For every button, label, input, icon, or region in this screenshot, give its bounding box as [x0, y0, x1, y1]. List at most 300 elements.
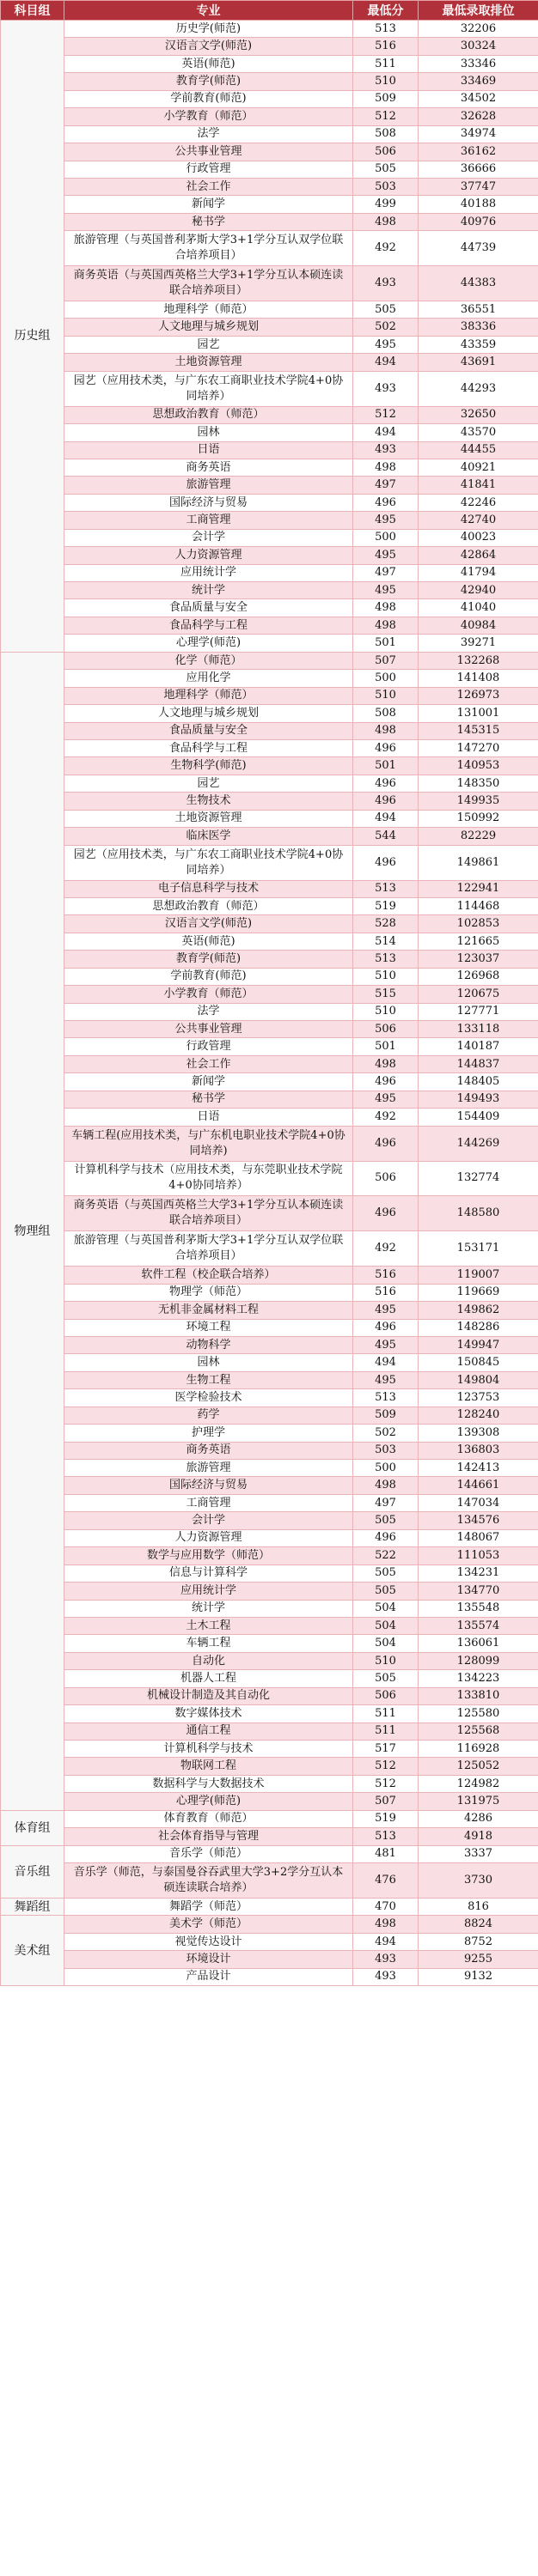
- min-rank-cell: 150845: [419, 1354, 538, 1371]
- min-score-cell: 499: [353, 196, 419, 213]
- major-cell: 公共事业管理: [64, 1021, 353, 1038]
- min-score-cell: 519: [353, 897, 419, 914]
- table-row: [1, 1003, 538, 1020]
- min-score-cell: 506: [353, 143, 419, 161]
- table-row: [1, 968, 538, 985]
- table-row: [1, 547, 538, 564]
- min-rank-cell: 42864: [419, 547, 538, 564]
- major-cell: 计算机科学与技术: [64, 1741, 353, 1758]
- table-row: [1, 951, 538, 968]
- min-rank-cell: 43359: [419, 336, 538, 353]
- table-row: [1, 1951, 538, 1968]
- min-score-cell: 508: [353, 125, 419, 143]
- table-row: [1, 828, 538, 845]
- min-rank-cell: 44293: [419, 371, 538, 406]
- subject-group-cell: 音乐组: [1, 1845, 64, 1898]
- table-row: [1, 1477, 538, 1494]
- min-score-cell: 498: [353, 617, 419, 634]
- min-rank-cell: 36551: [419, 301, 538, 319]
- major-cell: 音乐学（师范）: [64, 1845, 353, 1862]
- min-score-cell: 481: [353, 1845, 419, 1862]
- min-score-cell: 503: [353, 1442, 419, 1459]
- major-cell: 自动化: [64, 1652, 353, 1669]
- table-row: [1, 1126, 538, 1161]
- min-rank-cell: 139308: [419, 1425, 538, 1442]
- table-row: [1, 687, 538, 704]
- min-score-cell: 510: [353, 968, 419, 985]
- major-cell: 商务英语: [64, 459, 353, 476]
- table-row: [1, 1055, 538, 1072]
- major-cell: 人文地理与城乡规划: [64, 319, 353, 336]
- min-score-cell: 494: [353, 354, 419, 371]
- table-row: [1, 1863, 538, 1899]
- min-rank-cell: 3730: [419, 1863, 538, 1899]
- major-cell: 车辆工程(应用技术类，与广东机电职业技术学院4+0协同培养): [64, 1126, 353, 1161]
- major-cell: 机器人工程: [64, 1670, 353, 1687]
- min-score-cell: 503: [353, 178, 419, 195]
- min-score-cell: 512: [353, 1775, 419, 1792]
- major-cell: 国际经济与贸易: [64, 1477, 353, 1494]
- table-row: [1, 90, 538, 107]
- major-cell: 新闻学: [64, 1073, 353, 1091]
- min-rank-cell: 148580: [419, 1196, 538, 1231]
- min-rank-cell: 120675: [419, 986, 538, 1003]
- table-row: [1, 1828, 538, 1845]
- min-rank-cell: 141408: [419, 670, 538, 687]
- min-rank-cell: 121665: [419, 933, 538, 950]
- min-rank-cell: 125568: [419, 1722, 538, 1740]
- major-cell: 土地资源管理: [64, 810, 353, 827]
- table-row: [1, 1793, 538, 1810]
- min-rank-cell: 32628: [419, 108, 538, 125]
- min-score-cell: 500: [353, 529, 419, 546]
- min-rank-cell: 9132: [419, 1968, 538, 1985]
- table-row: [1, 319, 538, 336]
- header-min-score: 最低分: [353, 1, 419, 21]
- min-rank-cell: 102853: [419, 915, 538, 933]
- min-score-cell: 513: [353, 21, 419, 38]
- table-row: [1, 1371, 538, 1388]
- min-rank-cell: 40976: [419, 213, 538, 230]
- major-cell: 土木工程: [64, 1617, 353, 1634]
- min-score-cell: 495: [353, 1371, 419, 1388]
- min-rank-cell: 128099: [419, 1652, 538, 1669]
- major-cell: 电子信息科学与技术: [64, 880, 353, 897]
- table-row: [1, 722, 538, 739]
- min-rank-cell: 132268: [419, 652, 538, 669]
- min-score-cell: 502: [353, 1425, 419, 1442]
- min-score-cell: 504: [353, 1600, 419, 1617]
- table-row: [1, 178, 538, 195]
- table-row: [1, 336, 538, 353]
- table-row: [1, 599, 538, 617]
- table-row: [1, 1722, 538, 1740]
- subject-group-cell: 美术组: [1, 1916, 64, 1986]
- major-cell: 生物科学(师范): [64, 757, 353, 775]
- major-cell: 食品科学与工程: [64, 739, 353, 756]
- major-cell: 商务英语（与英国西英格兰大学3+1学分互认本硕连读联合培养项目）: [64, 266, 353, 301]
- table-row: [1, 529, 538, 546]
- table-row: [1, 231, 538, 266]
- major-cell: 园艺（应用技术类，与广东农工商职业技术学院4+0协同培养）: [64, 371, 353, 406]
- min-score-cell: 495: [353, 582, 419, 599]
- min-score-cell: 493: [353, 266, 419, 301]
- min-score-cell: 494: [353, 810, 419, 827]
- min-score-cell: 493: [353, 441, 419, 459]
- major-cell: 日语: [64, 1109, 353, 1126]
- major-cell: 社会工作: [64, 178, 353, 195]
- subject-group-cell: 物理组: [1, 652, 64, 1810]
- min-score-cell: 496: [353, 845, 419, 880]
- min-rank-cell: 148286: [419, 1319, 538, 1336]
- min-score-cell: 515: [353, 986, 419, 1003]
- min-score-cell: 476: [353, 1863, 419, 1899]
- major-cell: 小学教育（师范）: [64, 986, 353, 1003]
- min-score-cell: 511: [353, 1722, 419, 1740]
- min-rank-cell: 32650: [419, 406, 538, 423]
- min-score-cell: 507: [353, 1793, 419, 1810]
- min-rank-cell: 144837: [419, 1055, 538, 1072]
- major-cell: 会计学: [64, 529, 353, 546]
- table-row: [1, 1529, 538, 1546]
- table-row: [1, 1267, 538, 1284]
- table-row: [1, 1635, 538, 1652]
- min-score-cell: 495: [353, 512, 419, 529]
- major-cell: 土地资源管理: [64, 354, 353, 371]
- min-rank-cell: 131001: [419, 705, 538, 722]
- table-row: [1, 1073, 538, 1091]
- min-rank-cell: 135548: [419, 1600, 538, 1617]
- table-row: [1, 617, 538, 634]
- min-score-cell: 498: [353, 1477, 419, 1494]
- min-score-cell: 509: [353, 90, 419, 107]
- min-rank-cell: 133810: [419, 1687, 538, 1704]
- table-row: [1, 477, 538, 494]
- min-score-cell: 496: [353, 494, 419, 511]
- min-rank-cell: 140187: [419, 1038, 538, 1055]
- min-rank-cell: 40188: [419, 196, 538, 213]
- major-cell: 无机非金属材料工程: [64, 1302, 353, 1319]
- min-rank-cell: 33469: [419, 73, 538, 90]
- min-rank-cell: 133118: [419, 1021, 538, 1038]
- min-score-cell: 513: [353, 951, 419, 968]
- table-row: [1, 670, 538, 687]
- major-cell: 音乐学（师范，与泰国曼谷吞武里大学3+2学分互认本硕连读联合培养）: [64, 1863, 353, 1899]
- min-rank-cell: 154409: [419, 1109, 538, 1126]
- min-score-cell: 496: [353, 1073, 419, 1091]
- min-rank-cell: 149862: [419, 1302, 538, 1319]
- table-row: [1, 1161, 538, 1196]
- min-score-cell: 544: [353, 828, 419, 845]
- min-rank-cell: 128240: [419, 1406, 538, 1424]
- min-rank-cell: 123753: [419, 1389, 538, 1406]
- min-score-cell: 501: [353, 635, 419, 652]
- table-row: [1, 1775, 538, 1792]
- major-cell: 秘书学: [64, 213, 353, 230]
- major-cell: 计算机科学与技术（应用技术类，与东莞职业技术学院4+0协同培养）: [64, 1161, 353, 1196]
- table-row: [1, 354, 538, 371]
- min-score-cell: 493: [353, 371, 419, 406]
- major-cell: 应用化学: [64, 670, 353, 687]
- min-score-cell: 498: [353, 1055, 419, 1072]
- table-row: [1, 582, 538, 599]
- table-row: [1, 897, 538, 914]
- major-cell: 应用统计学: [64, 564, 353, 581]
- table-row: [1, 459, 538, 476]
- min-rank-cell: 149947: [419, 1336, 538, 1353]
- table-row: [1, 1547, 538, 1564]
- min-rank-cell: 142413: [419, 1460, 538, 1477]
- table-row: [1, 266, 538, 301]
- min-rank-cell: 41841: [419, 477, 538, 494]
- major-cell: 汉语言文学(师范): [64, 915, 353, 933]
- min-score-cell: 510: [353, 1652, 419, 1669]
- major-cell: 信息与计算科学: [64, 1564, 353, 1582]
- min-score-cell: 492: [353, 231, 419, 266]
- table-row: [1, 73, 538, 90]
- min-rank-cell: 36666: [419, 161, 538, 178]
- min-rank-cell: 134770: [419, 1583, 538, 1600]
- min-score-cell: 500: [353, 670, 419, 687]
- min-score-cell: 495: [353, 1336, 419, 1353]
- min-score-cell: 513: [353, 1828, 419, 1845]
- min-score-cell: 517: [353, 1741, 419, 1758]
- table-row: [1, 1898, 538, 1915]
- major-cell: 园林: [64, 1354, 353, 1371]
- table-row: [1, 1758, 538, 1775]
- major-cell: 行政管理: [64, 1038, 353, 1055]
- table-row: [1, 1336, 538, 1353]
- table-row: [1, 1389, 538, 1406]
- table-row: [1, 1810, 538, 1827]
- major-cell: 通信工程: [64, 1722, 353, 1740]
- min-score-cell: 505: [353, 1670, 419, 1687]
- major-cell: 园艺（应用技术类，与广东农工商职业技术学院4+0协同培养）: [64, 845, 353, 880]
- min-score-cell: 493: [353, 1968, 419, 1985]
- min-score-cell: 511: [353, 55, 419, 72]
- min-rank-cell: 150992: [419, 810, 538, 827]
- min-rank-cell: 144661: [419, 1477, 538, 1494]
- min-score-cell: 497: [353, 564, 419, 581]
- min-score-cell: 512: [353, 108, 419, 125]
- table-row: [1, 1933, 538, 1950]
- table-row: [1, 1687, 538, 1704]
- min-rank-cell: 135574: [419, 1617, 538, 1634]
- major-cell: 教育学(师范): [64, 951, 353, 968]
- major-cell: 地理科学（师范）: [64, 687, 353, 704]
- header-min-rank: 最低录取排位: [419, 1, 538, 21]
- min-rank-cell: 119007: [419, 1267, 538, 1284]
- min-score-cell: 511: [353, 1705, 419, 1722]
- table-row: [1, 55, 538, 72]
- major-cell: 秘书学: [64, 1091, 353, 1108]
- table-row: [1, 512, 538, 529]
- min-score-cell: 508: [353, 705, 419, 722]
- major-cell: 数据科学与大数据技术: [64, 1775, 353, 1792]
- min-rank-cell: 44739: [419, 231, 538, 266]
- header-group: 科目组: [1, 1, 64, 21]
- min-rank-cell: 40023: [419, 529, 538, 546]
- min-rank-cell: 126973: [419, 687, 538, 704]
- subject-group-cell: 舞蹈组: [1, 1898, 64, 1915]
- table-row: [1, 143, 538, 161]
- major-cell: 商务英语: [64, 1442, 353, 1459]
- min-rank-cell: 34502: [419, 90, 538, 107]
- major-cell: 食品科学与工程: [64, 617, 353, 634]
- table-row: [1, 406, 538, 423]
- min-rank-cell: 148067: [419, 1529, 538, 1546]
- table-row: [1, 933, 538, 950]
- major-cell: 应用统计学: [64, 1583, 353, 1600]
- table-row: [1, 125, 538, 143]
- min-rank-cell: 134231: [419, 1564, 538, 1582]
- major-cell: 社会工作: [64, 1055, 353, 1072]
- min-score-cell: 496: [353, 739, 419, 756]
- table-row: [1, 845, 538, 880]
- table-row: [1, 424, 538, 441]
- major-cell: 机械设计制造及其自动化: [64, 1687, 353, 1704]
- min-rank-cell: 149935: [419, 793, 538, 810]
- major-cell: 车辆工程: [64, 1635, 353, 1652]
- min-rank-cell: 39271: [419, 635, 538, 652]
- table-row: [1, 1916, 538, 1933]
- table-row: [1, 1284, 538, 1301]
- min-score-cell: 495: [353, 547, 419, 564]
- min-score-cell: 495: [353, 1302, 419, 1319]
- major-cell: 旅游管理: [64, 1460, 353, 1477]
- min-score-cell: 498: [353, 722, 419, 739]
- major-cell: 教育学(师范): [64, 73, 353, 90]
- major-cell: 食品质量与安全: [64, 599, 353, 617]
- table-row: [1, 21, 538, 38]
- min-score-cell: 528: [353, 915, 419, 933]
- table-row: [1, 1038, 538, 1055]
- major-cell: 学前教育(师范): [64, 90, 353, 107]
- min-rank-cell: 33346: [419, 55, 538, 72]
- min-score-cell: 505: [353, 1583, 419, 1600]
- major-cell: 工商管理: [64, 1494, 353, 1511]
- table-row: [1, 494, 538, 511]
- min-rank-cell: 4918: [419, 1828, 538, 1845]
- table-row: [1, 1021, 538, 1038]
- major-cell: 人文地理与城乡规划: [64, 705, 353, 722]
- table-row: [1, 739, 538, 756]
- table-row: [1, 371, 538, 406]
- min-rank-cell: 132774: [419, 1161, 538, 1196]
- major-cell: 物联网工程: [64, 1758, 353, 1775]
- major-cell: 日语: [64, 441, 353, 459]
- min-score-cell: 496: [353, 1196, 419, 1231]
- min-score-cell: 492: [353, 1231, 419, 1267]
- table-row: [1, 705, 538, 722]
- min-rank-cell: 114468: [419, 897, 538, 914]
- min-rank-cell: 40921: [419, 459, 538, 476]
- major-cell: 环境工程: [64, 1319, 353, 1336]
- min-score-cell: 498: [353, 599, 419, 617]
- min-rank-cell: 38336: [419, 319, 538, 336]
- min-rank-cell: 125580: [419, 1705, 538, 1722]
- table-row: [1, 1231, 538, 1267]
- table-row: [1, 213, 538, 230]
- major-cell: 思想政治教育（师范）: [64, 897, 353, 914]
- min-score-cell: 496: [353, 1126, 419, 1161]
- table-row: [1, 441, 538, 459]
- min-rank-cell: 134223: [419, 1670, 538, 1687]
- table-row: [1, 1319, 538, 1336]
- min-rank-cell: 36162: [419, 143, 538, 161]
- major-cell: 人力资源管理: [64, 547, 353, 564]
- major-cell: 护理学: [64, 1425, 353, 1442]
- major-cell: 软件工程（校企联合培养）: [64, 1267, 353, 1284]
- major-cell: 园艺: [64, 336, 353, 353]
- major-cell: 化学（师范）: [64, 652, 353, 669]
- major-cell: 法学: [64, 125, 353, 143]
- table-row: [1, 1968, 538, 1985]
- table-row: [1, 1845, 538, 1862]
- min-score-cell: 495: [353, 336, 419, 353]
- table-row: [1, 1302, 538, 1319]
- major-cell: 物理学（师范）: [64, 1284, 353, 1301]
- min-score-cell: 513: [353, 880, 419, 897]
- major-cell: 社会体育指导与管理: [64, 1828, 353, 1845]
- min-rank-cell: 147270: [419, 739, 538, 756]
- min-score-cell: 512: [353, 1758, 419, 1775]
- min-score-cell: 507: [353, 652, 419, 669]
- min-score-cell: 496: [353, 1319, 419, 1336]
- subject-group-cell: 历史组: [1, 21, 64, 653]
- major-cell: 环境设计: [64, 1951, 353, 1968]
- min-score-cell: 494: [353, 1354, 419, 1371]
- table-row: [1, 1512, 538, 1529]
- table-row: [1, 1705, 538, 1722]
- table-row: [1, 1091, 538, 1108]
- table-row: [1, 1442, 538, 1459]
- major-cell: 思想政治教育（师范）: [64, 406, 353, 423]
- min-score-cell: 513: [353, 1389, 419, 1406]
- major-cell: 数学与应用数学（师范）: [64, 1547, 353, 1564]
- min-rank-cell: 116928: [419, 1741, 538, 1758]
- min-rank-cell: 43570: [419, 424, 538, 441]
- table-row: [1, 1583, 538, 1600]
- min-score-cell: 492: [353, 1109, 419, 1126]
- min-rank-cell: 816: [419, 1898, 538, 1915]
- min-score-cell: 496: [353, 793, 419, 810]
- major-cell: 旅游管理（与英国普利茅斯大学3+1学分互认双学位联合培养项目）: [64, 231, 353, 266]
- table-row: [1, 1741, 538, 1758]
- table-row: [1, 880, 538, 897]
- min-rank-cell: 149493: [419, 1091, 538, 1108]
- min-score-cell: 505: [353, 161, 419, 178]
- major-cell: 学前教育(师范): [64, 968, 353, 985]
- table-row: [1, 652, 538, 669]
- major-cell: 医学检验技术: [64, 1389, 353, 1406]
- table-row: [1, 161, 538, 178]
- table-row: [1, 1494, 538, 1511]
- table-row: [1, 196, 538, 213]
- min-rank-cell: 136061: [419, 1635, 538, 1652]
- min-score-cell: 498: [353, 1916, 419, 1933]
- min-rank-cell: 122941: [419, 880, 538, 897]
- min-score-cell: 504: [353, 1617, 419, 1634]
- min-rank-cell: 123037: [419, 951, 538, 968]
- min-rank-cell: 34974: [419, 125, 538, 143]
- major-cell: 心理学(师范): [64, 1793, 353, 1810]
- min-rank-cell: 148350: [419, 775, 538, 792]
- min-score-cell: 500: [353, 1460, 419, 1477]
- major-cell: 国际经济与贸易: [64, 494, 353, 511]
- major-cell: 统计学: [64, 1600, 353, 1617]
- min-score-cell: 502: [353, 319, 419, 336]
